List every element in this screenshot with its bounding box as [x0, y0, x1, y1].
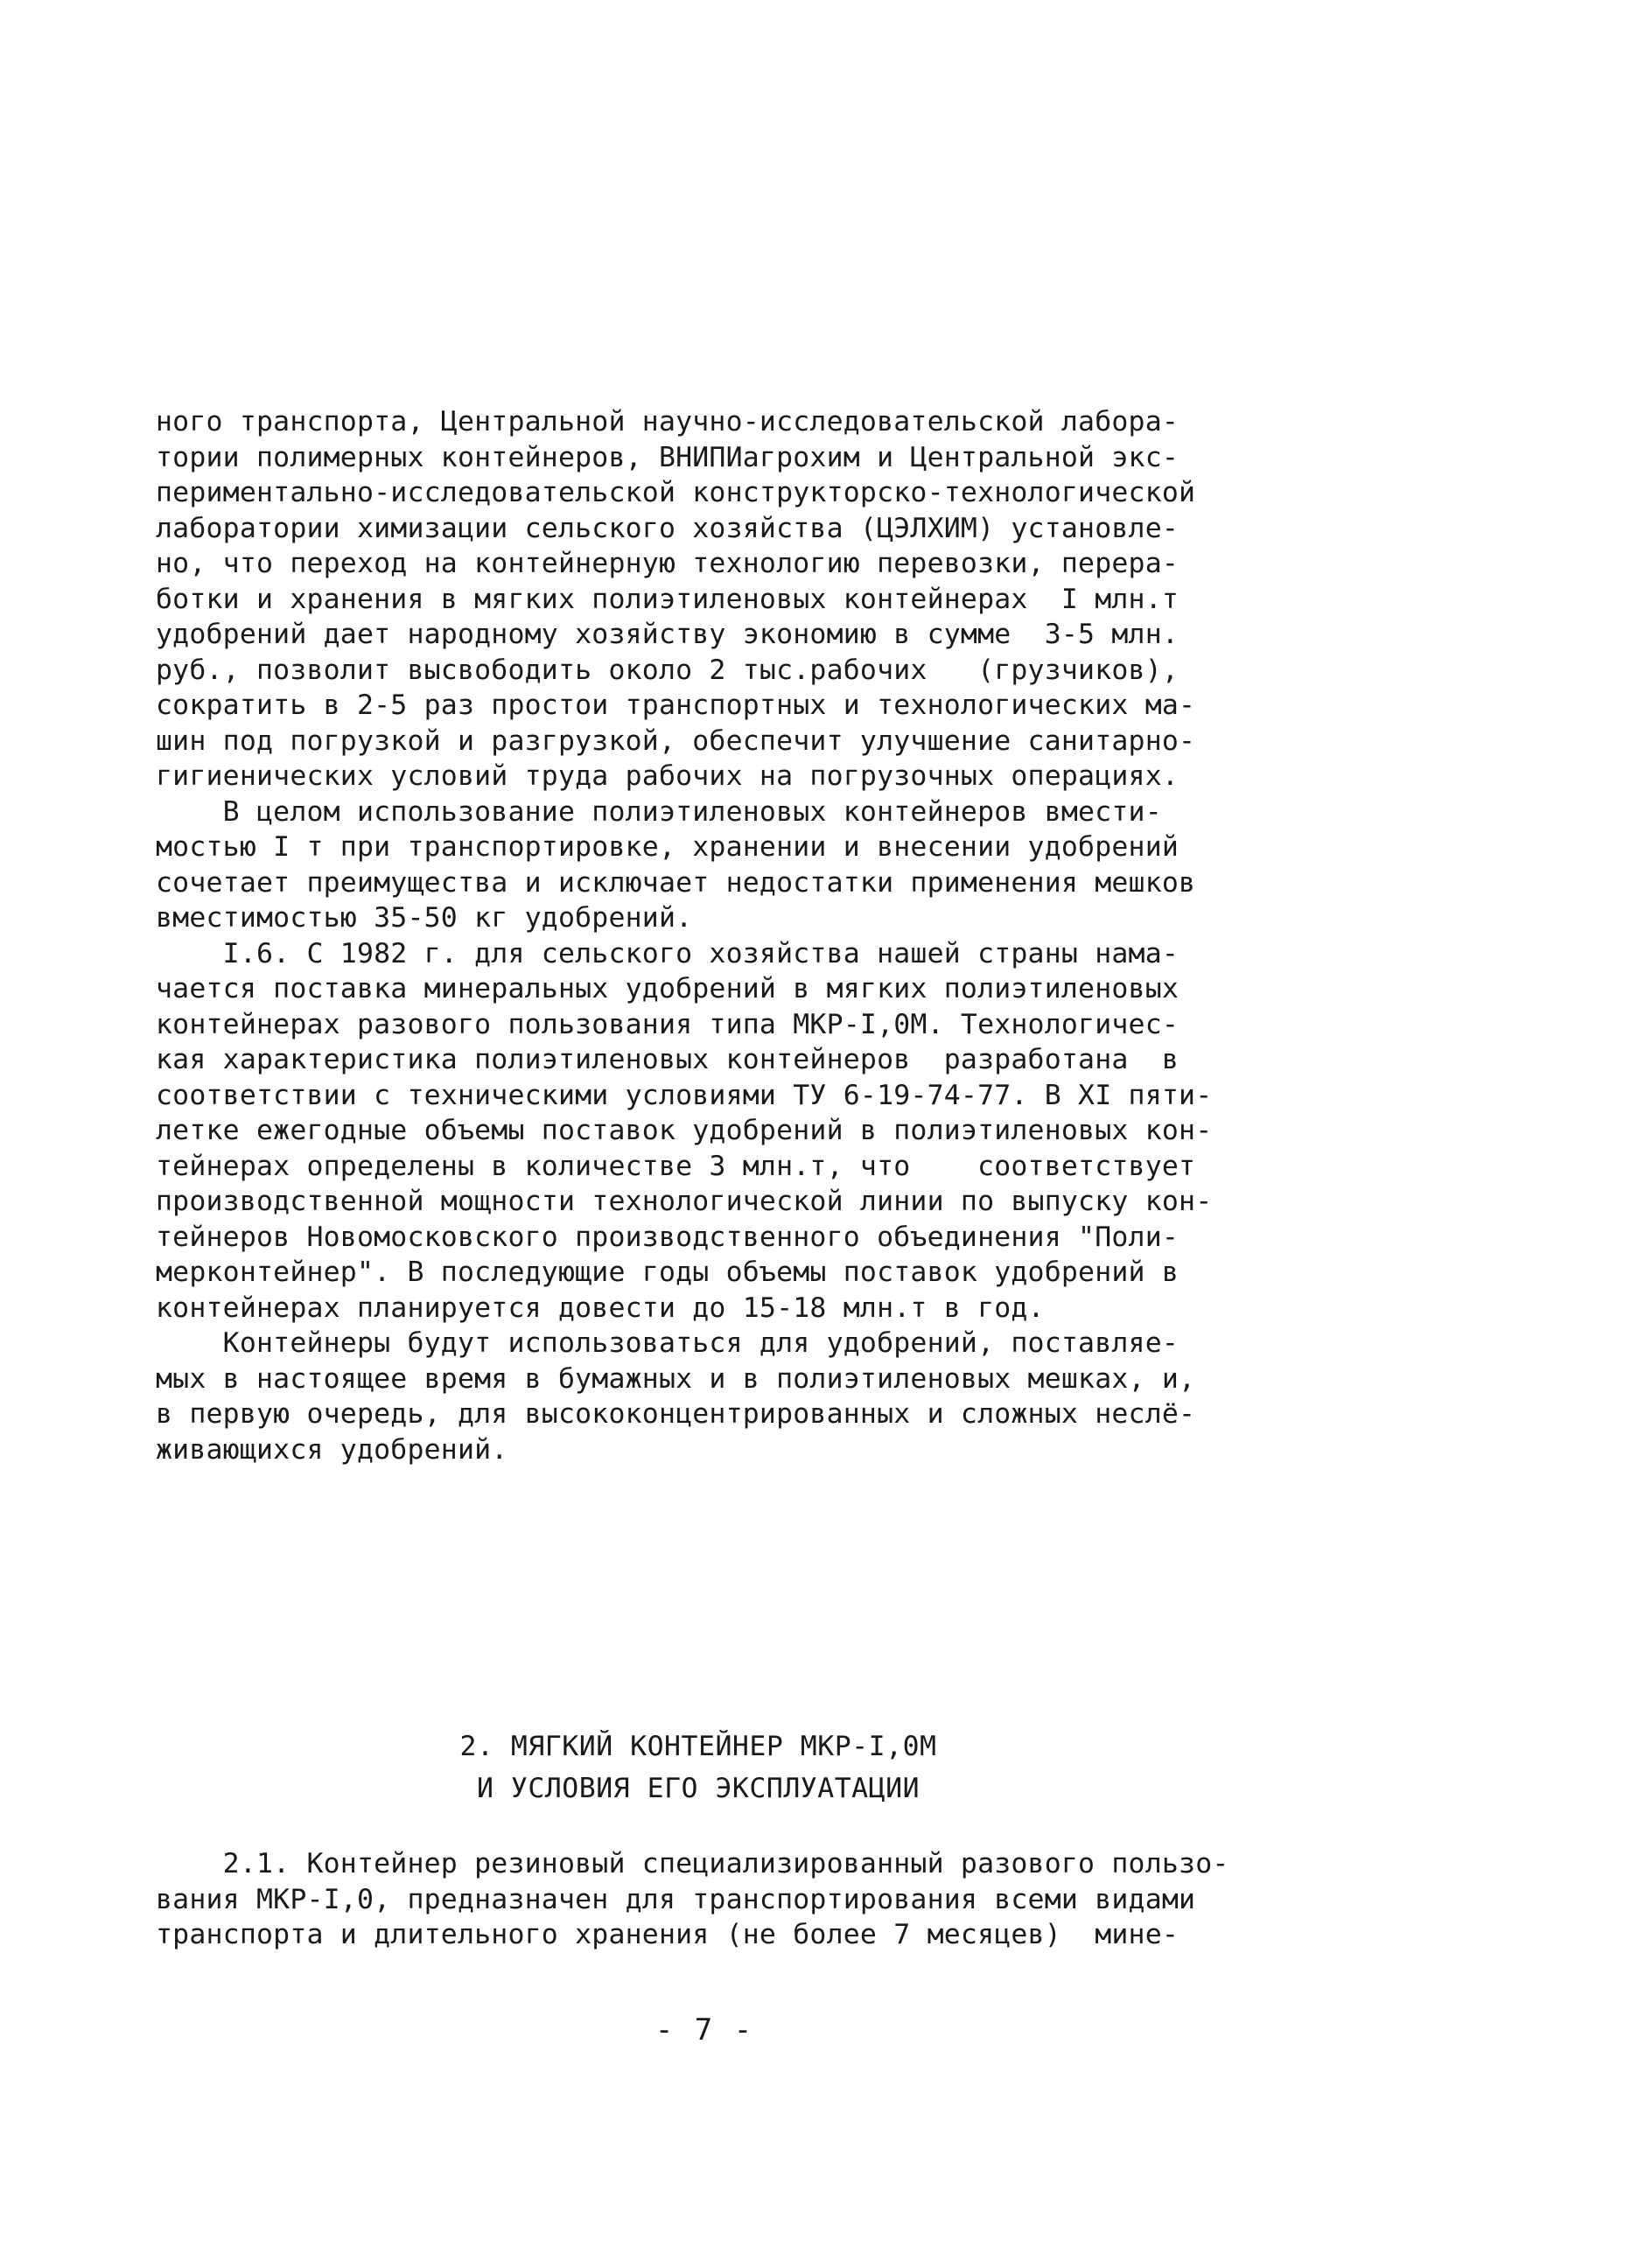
- text-line: тории полимерных контейнеров, ВНИПИагрохим и Центральной экс-: [156, 441, 1180, 473]
- text-line: но, что переход на контейнерную технологию перевозки, перера-: [156, 548, 1180, 579]
- text-line: удобрений дает народному хозяйству экономию в сумме 3-5 млн.: [156, 619, 1180, 650]
- text-line: В целом использование полиэтиленовых контейнеров вмести-: [156, 795, 1162, 828]
- text-line: транспорта и длительного хранения (не более 7 месяцев) мине-: [156, 1919, 1180, 1950]
- body-text: [156, 404, 1241, 1467]
- section-heading: [156, 1726, 1241, 1810]
- text-line: производственной мощности технологической линии по выпуску кон-: [156, 1186, 1213, 1217]
- text-line: I.6. С 1982 г. для сельского хозяйства нашей страны нама-: [156, 937, 1180, 970]
- text-line: 2.1. Контейнер резиновый специализированный разового пользо-: [156, 1848, 1229, 1880]
- text-line: гигиенических условий труда рабочих на погрузочных операциях.: [156, 760, 1180, 792]
- text-line: тейнеров Новомосковского производственного объединения "Поли-: [156, 1221, 1180, 1253]
- text-line: периментально-исследовательской конструкторско-технологической: [156, 477, 1196, 508]
- heading-line: И УСЛОВИЯ ЕГО ЭКСПЛУАТАЦИИ: [476, 1773, 920, 1804]
- text-line: сократить в 2-5 раз простои транспортных и технологических ма-: [156, 690, 1196, 721]
- text-line: соответствии с техническими условиями ТУ 6-19-74-77. В XI пяти-: [156, 1079, 1213, 1111]
- text-line: мерконтейнер". В последующие годы объемы поставок удобрений в: [156, 1256, 1180, 1288]
- section-body-text: [156, 1846, 1241, 1953]
- page-number: - 7 -: [654, 2012, 754, 2048]
- heading-line: 2. МЯГКИЙ КОНТЕЙНЕР МКР-I,0М: [459, 1731, 937, 1762]
- text-line: мых в настоящее время в бумажных и в полиэтиленовых мешках, и,: [156, 1362, 1196, 1395]
- text-line: чается поставка минеральных удобрений в мягких полиэтиленовых: [156, 973, 1180, 1004]
- text-line: Контейнеры будут использоваться для удобрений, поставляе-: [156, 1327, 1180, 1359]
- text-line: контейнерах разового пользования типа МКР-I,0М. Технологичес-: [156, 1008, 1180, 1040]
- text-line: мостью I т при транспортировке, хранении и внесении удобрений: [156, 831, 1180, 863]
- text-line: руб., позволит высвободить около 2 тыс.рабочих (грузчиков),: [156, 654, 1180, 686]
- text-line: лаборатории химизации сельского хозяйства (ЦЭЛХИМ) установле-: [156, 512, 1180, 544]
- text-line: тейнерах определены в количестве 3 млн.т, что соответствует: [156, 1150, 1196, 1182]
- text-line: летке ежегодные объемы поставок удобрений в полиэтиленовых кон-: [156, 1115, 1213, 1146]
- text-line: контейнерах планируется довести до 15-18 млн.т в год.: [156, 1292, 1045, 1324]
- text-line: кая характеристика полиэтиленовых контейнеров разработана в: [156, 1044, 1180, 1075]
- text-line: вания МКР-I,0, предназначен для транспортирования всеми видами: [156, 1883, 1196, 1915]
- text-line: ботки и хранения в мягких полиэтиленовых контейнерах I млн.т: [156, 583, 1180, 615]
- text-line: ного транспорта, Центральной научно-исследовательской лабора-: [156, 406, 1180, 438]
- text-line: шин под погрузкой и разгрузкой, обеспечит улучшение санитарно-: [156, 724, 1196, 757]
- text-line: в первую очередь, для высококонцентрированных и сложных неслё-: [156, 1398, 1196, 1430]
- text-line: вместимостью 35-50 кг удобрений.: [156, 902, 693, 934]
- text-line: живающихся удобрений.: [156, 1433, 508, 1466]
- text-line: сочетает преимущества и исключает недостатки применения мешков: [156, 866, 1196, 899]
